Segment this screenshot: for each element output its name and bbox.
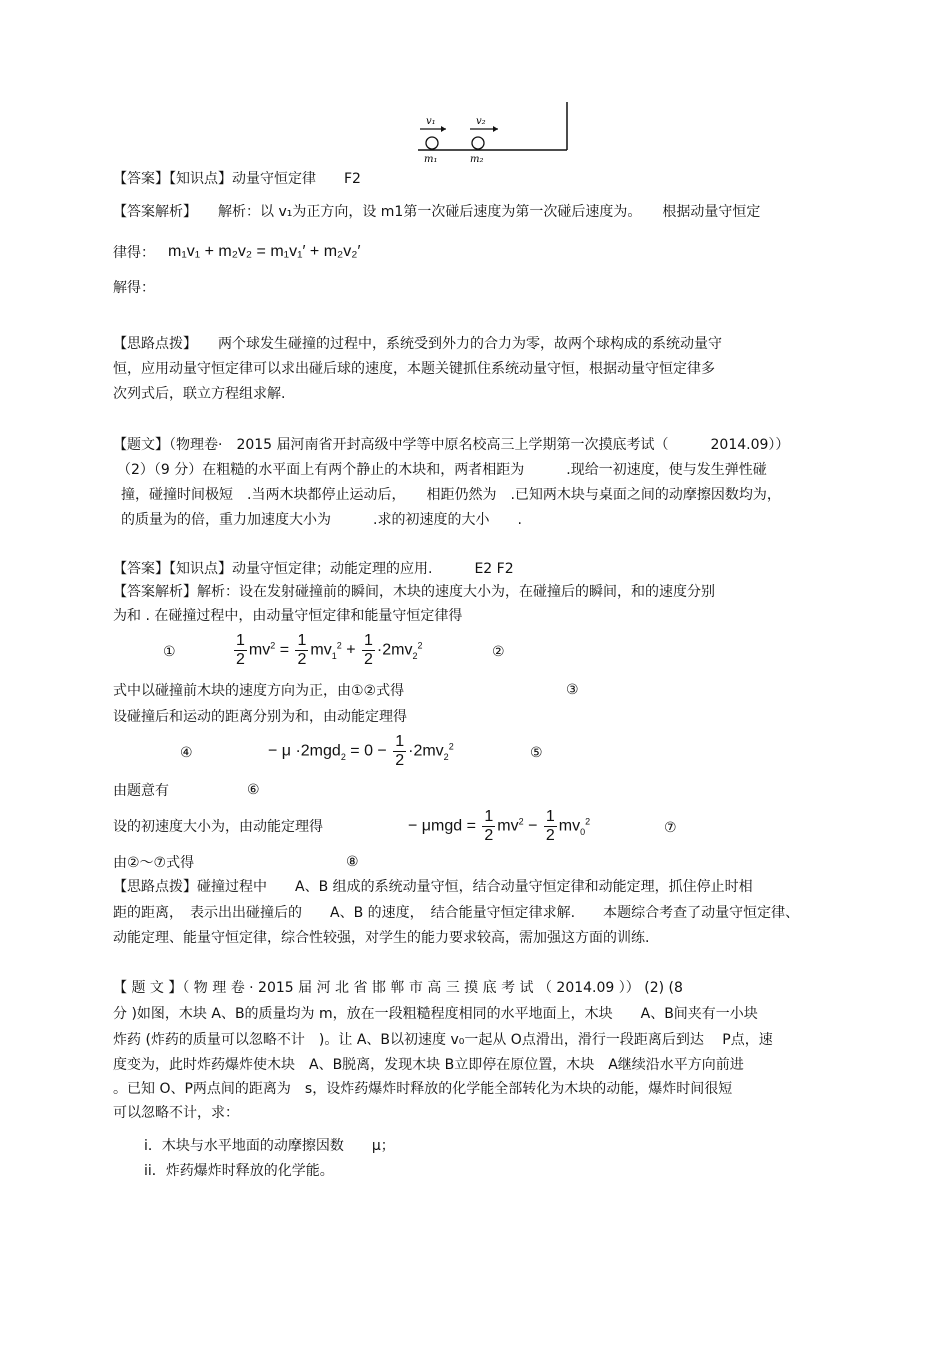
q2-tips-1: 【思路点拨】碰撞过程中 A、B 组成的系统动量守恒，结合动量守恒定律和动能定理，抓住停止时相 (113, 879, 753, 895)
q3-line-4: 度变为，此时炸药爆炸使木块 A、B脱离，发现木块 B立即停在原位置，木块 A继续沿水平方向前进 (113, 1057, 744, 1073)
q2-line7: 设的初速度大小为，由动能定理得 (113, 819, 323, 835)
q1-tips-1: 【思路点拨】 两个球发生碰撞的过程中，系统受到外力的合力为零，故两个球构成的系统动量守 (113, 336, 722, 352)
q3-item-1: i．木块与水平地面的动摩擦因数 μ； (144, 1138, 395, 1154)
label-m1: m₁ (424, 154, 438, 165)
q2-title-3: 撞，碰撞时间极短 .当两木块都停止运动后， 相距仍然为 .已知两木块与桌面之间的动摩擦因数均为， (121, 487, 781, 503)
q2-title-2: （2）（9 分）在粗糙的水平面上有两个静止的木块和，两者相距为 .现给一初速度，使与发生弹性碰 (117, 462, 767, 478)
q1-analysis: 【答案解析】 解析：以 v₁为正方向，设 m1第一次碰后速度为第一次碰后速度为。 根据动量守恒定 (113, 204, 761, 220)
circle-2: ② (492, 644, 505, 660)
q2-tips-3: 动能定理、能量守恒定律，综合性较强，对学生的能力要求较高，需加强这方面的训练. (113, 930, 650, 946)
q2-analysis-1: 【答案解析】解析：设在发射碰撞前的瞬间，木块的速度大小为，在碰撞后的瞬间，和的速度分别 (113, 584, 715, 600)
q2-title-4: 的质量为的倍，重力加速度大小为 .求的初速度的大小 . (121, 512, 522, 528)
label-m2: m₂ (470, 154, 484, 165)
collision-diagram (410, 100, 580, 170)
label-v2: v₂ (476, 116, 486, 127)
q2-line6: 由题意有 (113, 783, 169, 799)
q2-line8: 由②～⑦式得 (113, 855, 195, 871)
circle-7: ⑦ (664, 820, 677, 836)
q3-line-5: 。已知 O、P两点间的距离为 s，设炸药爆炸时释放的化学能全部转化为木块的动能，爆炸时间很短 (113, 1081, 733, 1097)
q2-work-energy-equation: − μ ·2mgd$_2$ = 0 − $\frac{1}{2}$ $\cdot 2mv_2^2$ (268, 733, 454, 769)
ball-m2 (472, 137, 484, 149)
circle-3: ③ (566, 682, 579, 698)
label-v1: v₁ (426, 116, 436, 127)
q2-energy-equation: $\frac{1}{2}$ $mv^2$ = $\frac{1}{2}$ $mv_1^2$ + $\frac{1}{2}$ $\cdot 2mv_2^2$ (236, 632, 423, 668)
q2-line3: 式中以碰撞前木块的速度方向为正，由①②式得 (113, 683, 405, 699)
q1-tips-3: 次列式后，联立方程组求解. (113, 386, 286, 402)
circle-1: ① (163, 644, 176, 660)
q1-answer: 【答案】【知识点】动量守恒定律 F2 (113, 171, 361, 187)
q2-tips-2: 距的距离， 表示出出碰撞后的 A、B 的速度， 结合能量守恒定律求解. 本题综合考查了动量守恒定律、 (113, 905, 800, 921)
q1-solve: 解得： (113, 280, 155, 296)
q2-title-1: 【题文】（物理卷· 2015 届河南省开封高级中学等中原名校高三上学期第一次摸底考试（ 2014.09）） (113, 437, 790, 453)
ball-m1 (426, 137, 438, 149)
q2-analysis-2: 为和 . 在碰撞过程中，由动量守恒定律和能量守恒定律得 (113, 608, 463, 624)
q1-momentum-equation: m₁v₁ + m₂v₂ = m₁v₁′ + m₂v₂′ (168, 243, 361, 260)
q2-line4: 设碰撞后和运动的距离分别为和，由动能定理得 (113, 709, 407, 725)
q2-answer: 【答案】【知识点】动量守恒定律；动能定理的应用. E2 F2 (113, 561, 514, 577)
q2-initial-velocity-equation: − μmgd = $\frac{1}{2}$ $mv^2$ − $\frac{1}{2}$ $mv_0^2$ (408, 808, 591, 844)
q3-line-1: 【 题 文 】（ 物 理 卷 · 2015 届 河 北 省 邯 郸 市 高 三 摸 底 考 试 （ 2014.09 ）） (2) (8 (113, 980, 683, 996)
circle-5: ⑤ (530, 745, 543, 761)
circle-6: ⑥ (247, 782, 260, 798)
q3-line-3: 炸药 (炸药的质量可以忽略不计 )。让 A、B以初速度 v₀一起从 O点滑出，滑行一段距离后到达 P点，速 (113, 1032, 773, 1048)
q1-tips-2: 恒，应用动量守恒定律可以求出碰后球的速度，本题关键抓住系统动量守恒，根据动量守恒定律多 (113, 361, 715, 377)
q1-law-label: 律得： (113, 245, 155, 261)
q3-line-2: 分 )如图，木块 A、B的质量均为 m，放在一段粗糙程度相同的水平地面上，木块 A、B间夹有一小块 (113, 1006, 758, 1022)
q3-line-6: 可以忽略不计，求： (113, 1105, 239, 1121)
circle-8: ⑧ (346, 854, 359, 870)
circle-4: ④ (180, 745, 193, 761)
q3-item-2: ii．炸药爆炸时释放的化学能。 (144, 1163, 334, 1179)
